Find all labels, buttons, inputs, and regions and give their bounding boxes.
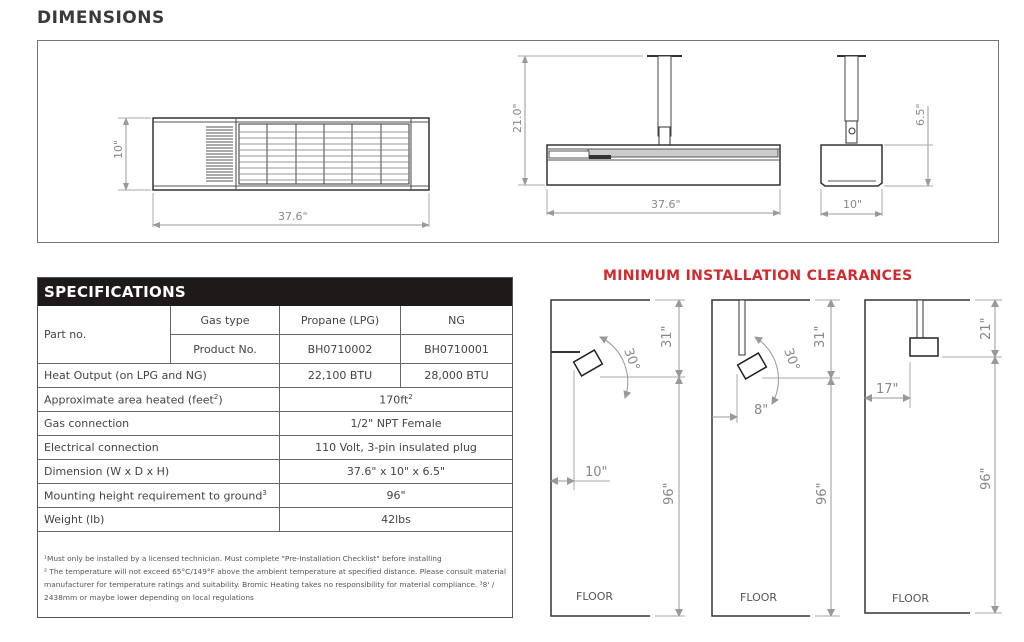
- clearance-diagram-wall-mount: [551, 300, 685, 616]
- clearance-diagram-ceiling-flat: [865, 300, 1002, 613]
- dimensions-title: DIMENSIONS: [37, 8, 165, 28]
- table-row: Dimension (W x D x H) 37.6" x 10" x 6.5": [38, 460, 512, 484]
- floor-label: FLOOR: [576, 590, 614, 603]
- table-row: Approximate area heated (feet$^2$) $170ft^2$: [38, 388, 512, 412]
- clearances-title: MINIMUM INSTALLATION CLEARANCES: [603, 268, 913, 284]
- side-view-width-label: 10": [843, 198, 863, 211]
- specifications-title: SPECIFICATIONS: [38, 278, 512, 306]
- gas-type-label: Gas type: [171, 306, 280, 335]
- front-view-width-label: 37.6": [651, 198, 681, 211]
- svg-text:31": 31": [813, 325, 828, 348]
- product-no-label: Product No.: [171, 335, 280, 364]
- side-view-drawing: [821, 56, 933, 216]
- svg-text:31": 31": [660, 325, 675, 348]
- part-no-label: Part no.: [38, 306, 171, 364]
- column-header-ng: NG: [401, 306, 513, 335]
- product-no-lpg: BH0710002: [280, 335, 401, 364]
- svg-text:96": 96": [662, 482, 677, 505]
- footnote-1: ¹Must only be installed by a licensed technician. Must complete "Pre-Installation Checklist" before installing: [44, 554, 442, 563]
- side-view-height-label: 6.5": [914, 103, 927, 126]
- dimensions-panel: [37, 40, 999, 243]
- footnote-2: ² The temperature will not exceed 65°C/149°F above the ambient temperature at specified distance. Please consult material manufacturer for temperature ratings and suitability. Bromic Heating takes no responsibility for material compliance. ³8' / 2438mm or maybe lower depending on local regulations: [44, 567, 506, 602]
- specifications-table: [38, 306, 512, 532]
- top-view-drawing: [112, 118, 429, 227]
- table-row: Gas connection 1/2" NPT Female: [38, 412, 512, 436]
- svg-text:21": 21": [979, 317, 994, 340]
- specification-footnotes: [38, 532, 512, 604]
- specifications-panel: [37, 277, 513, 618]
- svg-text:96": 96": [979, 467, 994, 490]
- clearance-diagrams: [540, 290, 1024, 620]
- svg-text:30°: 30°: [780, 346, 803, 374]
- floor-label: FLOOR: [892, 592, 930, 605]
- svg-text:17": 17": [876, 382, 899, 397]
- svg-text:30°: 30°: [620, 346, 643, 374]
- table-row: Mounting height requirement to ground$^3$ 96": [38, 484, 512, 508]
- front-view-height-label: 21.0": [511, 103, 524, 133]
- table-row: Weight (lb) 42lbs: [38, 508, 512, 532]
- table-row: Electrical connection 110 Volt, 3-pin insulated plug: [38, 436, 512, 460]
- svg-text:96": 96": [815, 482, 830, 505]
- top-view-width-label: 37.6": [278, 210, 308, 223]
- top-view-height-label: 10": [112, 139, 125, 159]
- dimensions-drawings: [38, 41, 1000, 244]
- front-view-drawing: [511, 56, 780, 215]
- table-row: Heat Output (on LPG and NG) 22,100 BTU 28,000 BTU: [38, 364, 512, 388]
- column-header-lpg: Propane (LPG): [280, 306, 401, 335]
- svg-text:10": 10": [585, 465, 608, 480]
- floor-label: FLOOR: [740, 591, 778, 604]
- clearance-diagram-ceiling-angled: [712, 300, 840, 616]
- svg-text:8": 8": [754, 403, 769, 418]
- product-no-ng: BH0710001: [401, 335, 513, 364]
